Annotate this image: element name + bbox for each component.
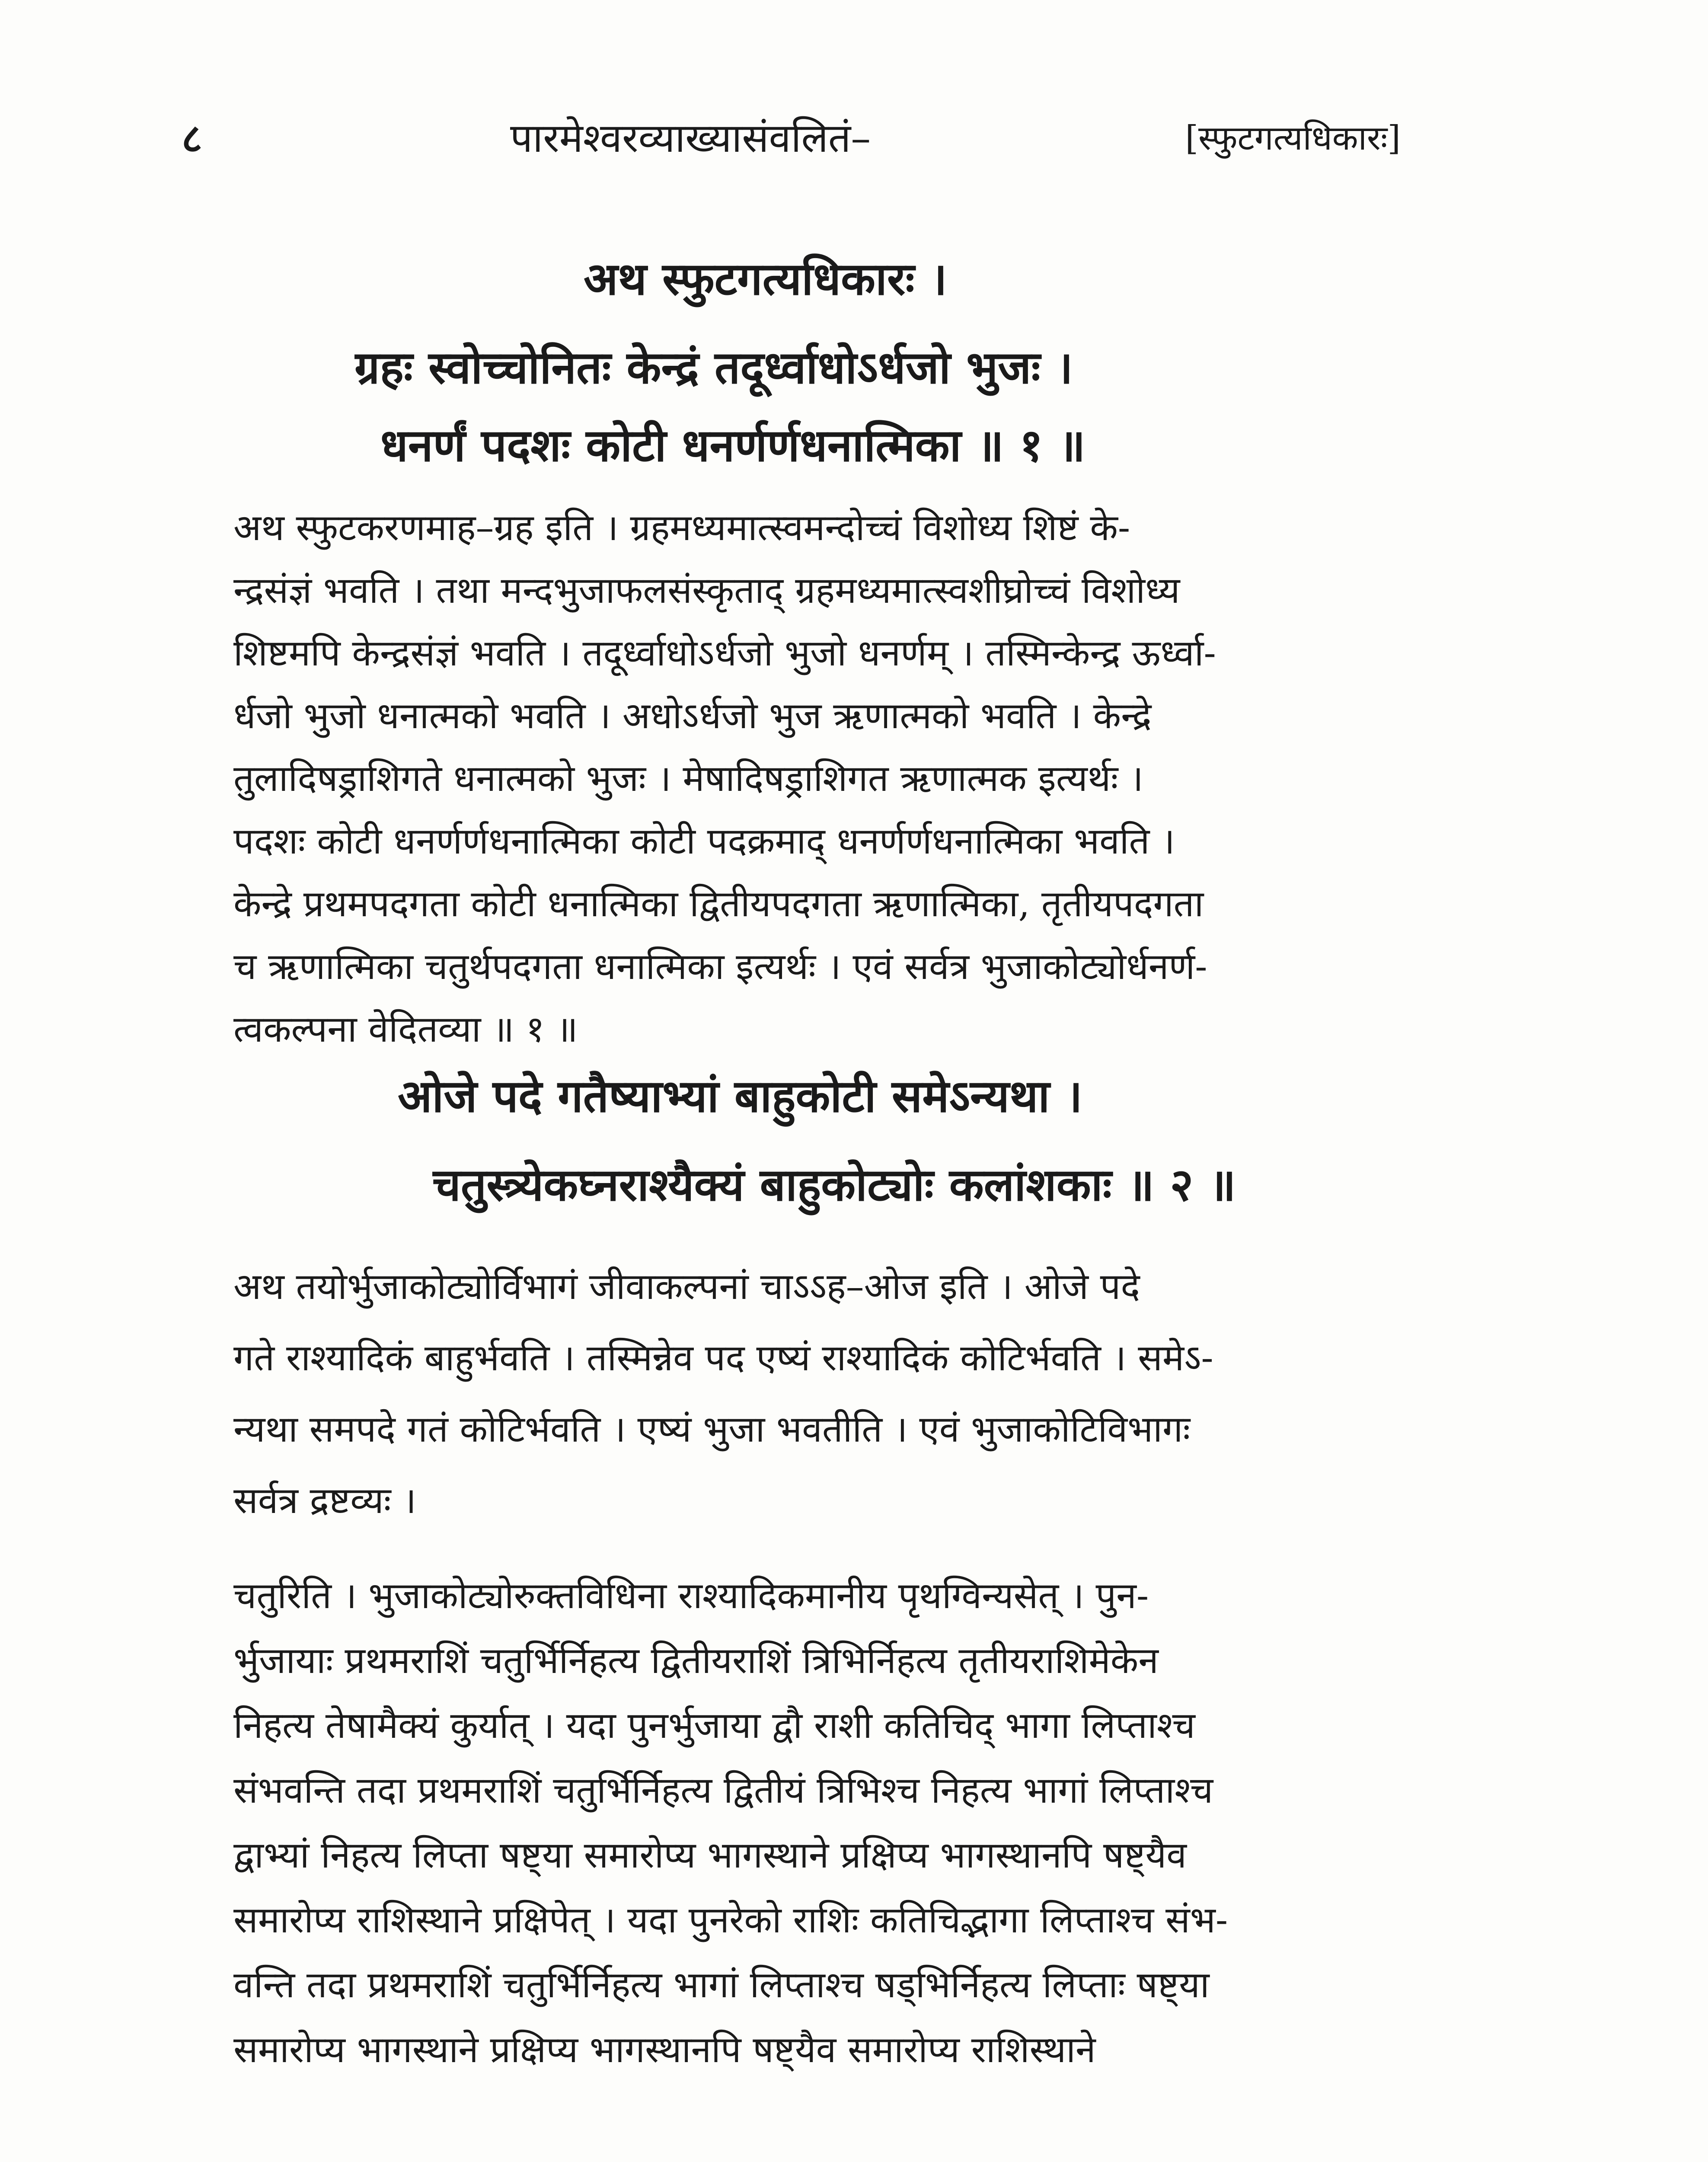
commentary-line: वन्ति तदा प्रथमराशिं चतुर्भिर्निहत्य भागां लिप्ताश्च षड्भिर्निहत्य लिप्ताः षष्ट्या	[233, 1964, 1210, 2006]
commentary-line: समारोप्य भागस्थाने प्रक्षिप्य भागस्थानपि षष्ट्यैव समारोप्य राशिस्थाने	[233, 2028, 1096, 2071]
commentary-line: र्धजो भुजो धनात्मको भवति । अधोऽर्धजो भुज ऋणात्मको भवति । केन्द्रे	[233, 694, 1152, 737]
page-number: ८	[182, 115, 202, 162]
commentary-line: केन्द्रे प्रथमपदगता कोटी धनात्मिका द्वितीयपदगता ऋणात्मिका, तृतीयपदगता	[233, 883, 1204, 925]
commentary-line: न्यथा समपदे गतं कोटिर्भवति । एष्यं भुजा भवतीति । एवं भुजाकोटिविभागः	[233, 1408, 1191, 1450]
commentary-line: पदशः कोटी धनर्णर्णधनात्मिका कोटी पदक्रमाद् धनर्णर्णधनात्मिका भवति ।	[233, 820, 1175, 862]
verse-2-line-2: चतुस्त्र्येकघ्नराश्यैक्यं बाहुकोट्योः कलांशकाः ॥ २ ॥	[432, 1158, 1236, 1211]
verse-1-line-2: धनर्णं पदशः कोटी धनर्णर्णधनात्मिका ॥ १ ॥	[380, 419, 1085, 472]
commentary-line: र्भुजायाः प्रथमराशिं चतुर्भिर्निहत्य द्वितीयराशिं त्रिभिर्निहत्य तृतीयराशिमेकेन	[233, 1639, 1159, 1682]
commentary-line: संभवन्ति तदा प्रथमराशिं चतुर्भिर्निहत्य द्वितीयं त्रिभिश्च निहत्य भागां लिप्ताश्च	[233, 1769, 1213, 1811]
commentary-line: समारोप्य राशिस्थाने प्रक्षिपेत् । यदा पुनरेको राशिः कतिचिद्भागा लिप्ताश्च संभ-	[233, 1899, 1228, 1941]
commentary-line: तुलादिषड्राशिगते धनात्मको भुजः । मेषादिषड्राशिगत ऋणात्मक इत्यर्थः ।	[233, 757, 1143, 800]
verse-1-line-1: ग्रहः स्वोच्चोनितः केन्द्रं तदूर्ध्वाधोऽर्धजो भुजः ।	[354, 341, 1073, 394]
commentary-line: अथ तयोर्भुजाकोट्योर्विभागं जीवाकल्पनां चाऽऽह–ओज इति । ओजे पदे	[233, 1265, 1140, 1308]
commentary-line: च ऋणात्मिका चतुर्थपदगता धनात्मिका इत्यर्थः । एवं सर्वत्र भुजाकोट्योर्धनर्ण-	[233, 945, 1207, 988]
section-bracket: [स्फुटगत्यधिकारः]	[1185, 119, 1401, 158]
commentary-line: त्वकल्पना वेदितव्या ॥ १ ॥	[233, 1008, 578, 1050]
commentary-line: द्वाभ्यां निहत्य लिप्ता षष्ट्या समारोप्य भागस्थाने प्रक्षिप्य भागस्थानपि षष्ट्यैव	[233, 1834, 1187, 1876]
commentary-line: अथ स्फुटकरणमाह–ग्रह इति । ग्रहमध्यमात्स्वमन्दोच्चं विशोध्य शिष्टं के-	[233, 506, 1130, 549]
commentary-line: सर्वत्र द्रष्टव्यः ।	[233, 1479, 417, 1522]
section-title: अथ स्फुटगत्यधिकारः ।	[584, 252, 948, 305]
verse-2-line-1: ओजे पदे गतैष्याभ्यां बाहुकोटी समेऽन्यथा ।	[398, 1069, 1082, 1123]
commentary-line: निहत्य तेषामैक्यं कुर्यात् । यदा पुनर्भुजाया द्वौ राशी कतिचिद् भागा लिप्ताश्च	[233, 1704, 1195, 1746]
running-title: पारमेश्वरव्याख्यासंवलितं–	[510, 115, 871, 161]
commentary-line: शिष्टमपि केन्द्रसंज्ञं भवति । तदूर्ध्वाधोऽर्धजो भुजो धनर्णम् । तस्मिन्केन्द्र ऊर्ध्वा-	[233, 632, 1216, 674]
page-header	[182, 110, 1401, 166]
commentary-line: गते राश्यादिकं बाहुर्भवति । तस्मिन्नेव पद एष्यं राश्यादिकं कोटिर्भवति । समेऽ-	[233, 1337, 1213, 1379]
commentary-line: न्द्रसंज्ञं भवति । तथा मन्दभुजाफलसंस्कृताद् ग्रहमध्यमात्स्वशीघ्रोच्चं विशोध्य	[233, 569, 1180, 611]
commentary-line: चतुरिति । भुजाकोट्योरुक्तविधिना राश्यादिकमानीय पृथग्विन्यसेत् । पुन-	[233, 1574, 1149, 1617]
